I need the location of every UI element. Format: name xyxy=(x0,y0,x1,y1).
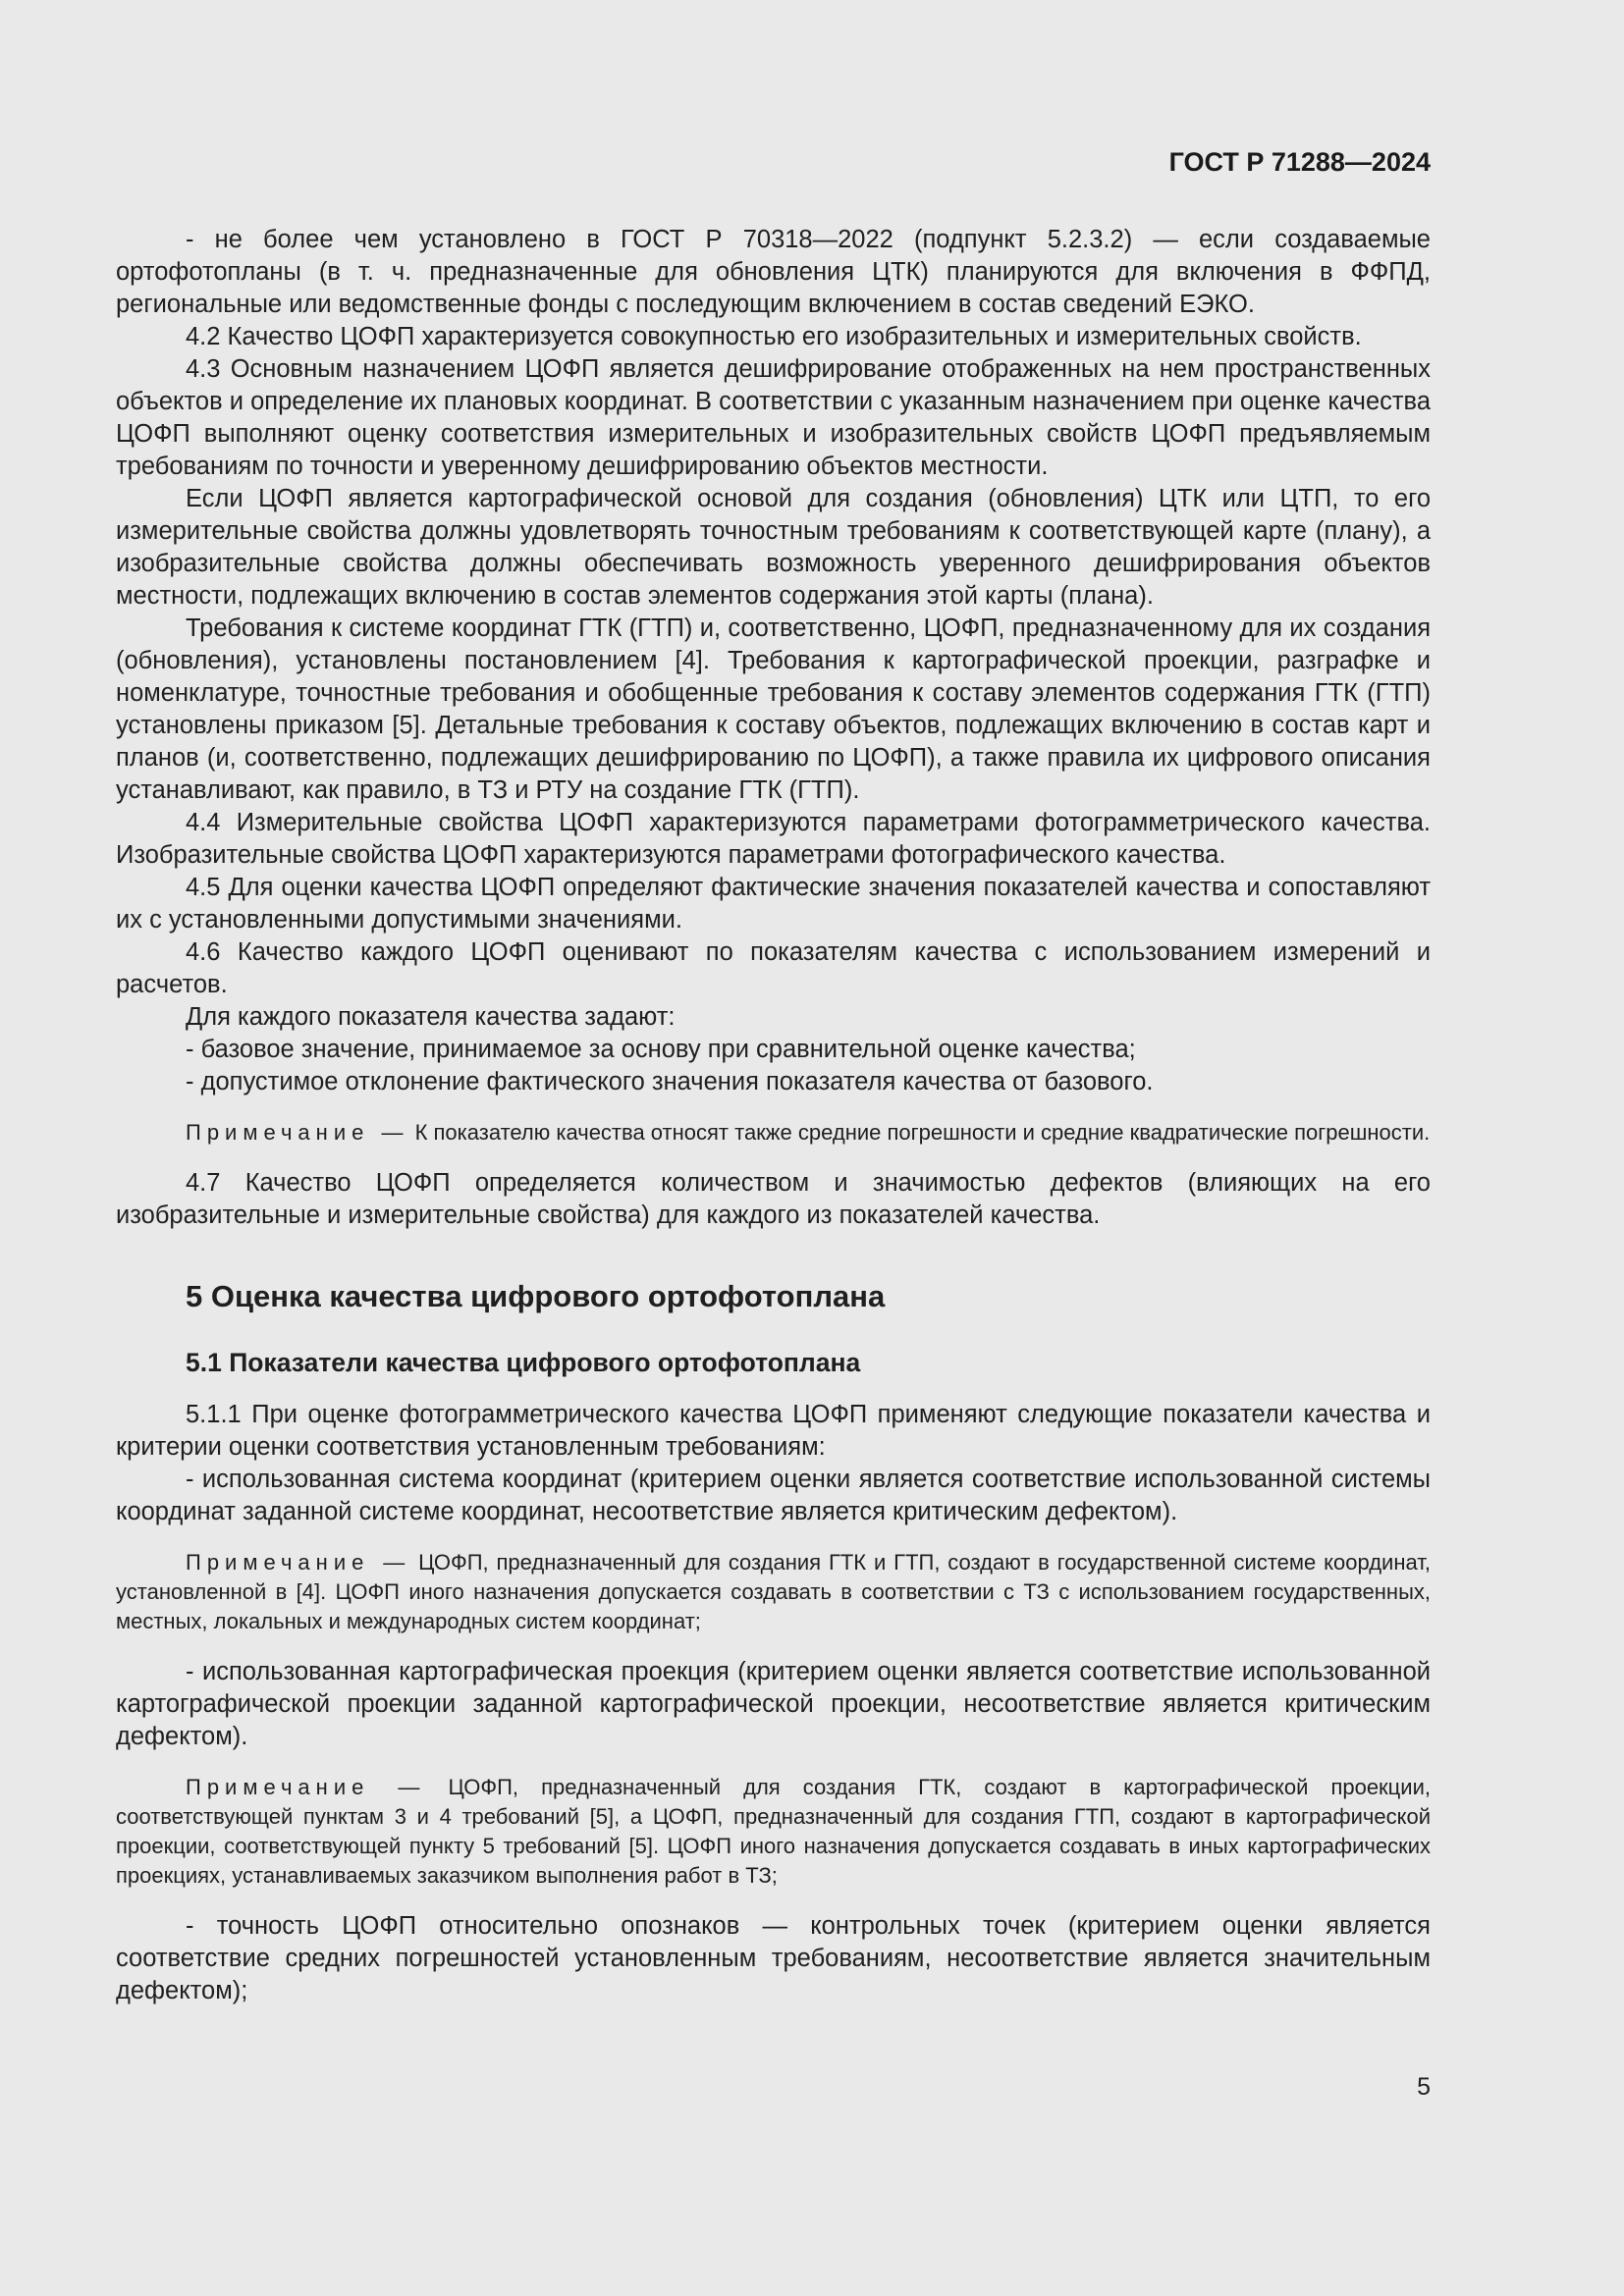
note-text: К показателю качества относят также средние погрешности и средние квадратические погрешности. xyxy=(414,1120,1431,1145)
list-item-base-value: - базовое значение, принимаемое за основу при сравнительной оценке качества; xyxy=(186,1036,1136,1063)
list-item-deviation: - допустимое отклонение фактического значения показателя качества от базового. xyxy=(186,1068,1154,1095)
note-label: Примечание — xyxy=(186,1775,426,1799)
paragraph-4-7: 4.7 Качество ЦОФП определяется количеством и значимостью дефектов (влияющих на его изобразительные и измерительные свойства) для каждого из показателей качества. xyxy=(116,1169,1431,1229)
paragraph-5-1-1: 5.1.1 При оценке фотограмметрического качества ЦОФП применяют следующие показатели качества и критерии оценки соответствия установленным требованиям: xyxy=(116,1401,1431,1461)
section-heading-5: 5 Оценка качества цифрового ортофотоплана xyxy=(186,1279,886,1313)
list-item-projection: - использованная картографическая проекция (критерием оценки является соответствие использованной картографической проекции заданной картографической проекции, несоответствие является критическим дефектом). xyxy=(116,1658,1431,1750)
note-label: Примечание — xyxy=(186,1550,411,1575)
paragraph-indicators-intro: Для каждого показателя качества задают: xyxy=(186,1003,676,1031)
note-text: ЦОФП, предназначенный для создания ГТК, создают в картографической проекции, соответствующей пунктам 3 и 4 требований [5], а ЦОФП, предназначенный для создания ГТП, создают в картографической проекции, соответствующей пункту 5 требований [5]. ЦОФП иного назначения допускается создавать в иных картографических проекциях, устанавливаемых заказчиком выполнения работ в ТЗ; xyxy=(116,1775,1431,1888)
document-page xyxy=(116,0,1431,2296)
note-3 xyxy=(116,1773,1431,1891)
note-2 xyxy=(116,1548,1431,1636)
page-number: 5 xyxy=(1417,2073,1431,2101)
paragraph-requirements: Требования к системе координат ГТК (ГТП) и, соответственно, ЦОФП, предназначенному для их создания (обновления), установлены постановлением [4]. Требования к картографической проекции, разграфке и номенклатуре, точностные требования и обобщенные требования к составу элементов содержания ГТК (ГТП) установлены приказом [5]. Детальные требования к составу объектов, подлежащих включению в состав карт и планов (и, соответственно, подлежащих дешифрированию по ЦОФП), а также правила их цифрового описания устанавливают, как правило, в ТЗ и РТУ на создание ГТК (ГТП). xyxy=(116,614,1431,804)
paragraph-4-2: 4.2 Качество ЦОФП характеризуется совокупностью его изобразительных и измерительных свойств. xyxy=(186,323,1362,350)
list-item-accuracy: - точность ЦОФП относительно опознаков — контрольных точек (критерием оценки является соответствие средних погрешностей установленным требованиям, несоответствие является значительным дефектом); xyxy=(116,1912,1431,2004)
paragraph-list-item: - не более чем установлено в ГОСТ Р 70318—2022 (подпункт 5.2.3.2) — если создаваемые ортофотопланы (в т. ч. предназначенные для обновления ЦТК) планируются для включения в ФФПД, региональные или ведомственные фонды с последующим включением в состав сведений ЕЭКО. xyxy=(116,226,1431,318)
section-heading-5-1: 5.1 Показатели качества цифрового ортофотоплана xyxy=(186,1348,861,1377)
paragraph-4-4: 4.4 Измерительные свойства ЦОФП характеризуются параметрами фотограмметрического качества. Изобразительные свойства ЦОФП характеризуются параметрами фотографического качества. xyxy=(116,809,1431,869)
document-body xyxy=(116,224,1431,2007)
note-label: Примечание — xyxy=(186,1120,409,1145)
document-id: ГОСТ Р 71288—2024 xyxy=(1168,147,1431,177)
note-1 xyxy=(116,1118,1431,1148)
paragraph-4-6: 4.6 Качество каждого ЦОФП оценивают по показателям качества с использованием измерений и расчетов. xyxy=(116,938,1431,998)
list-item-coordinate-system: - использованная система координат (критерием оценки является соответствие использованной системы координат заданной системе координат, несоответствие является критическим дефектом). xyxy=(116,1466,1431,1525)
paragraph-4-3-cont: Если ЦОФП является картографической основой для создания (обновления) ЦТК или ЦТП, то его измерительные свойства должны удовлетворять точностным требованиям к соответствующей карте (плану), а изобразительные свойства должны обеспечивать возможность уверенного дешифрирования объектов местности, подлежащих включению в состав элементов содержания этой карты (плана). xyxy=(116,485,1431,610)
note-text: ЦОФП, предназначенный для создания ГТК и ГТП, создают в государственной системе координат, установленной в [4]. ЦОФП иного назначения допускается создавать в соответствии с ТЗ с использованием государственных, местных, локальных и международных систем координат; xyxy=(116,1550,1431,1633)
paragraph-4-3: 4.3 Основным назначением ЦОФП является дешифрирование отображенных на нем пространственных объектов и определение их плановых координат. В соответствии с указанным назначением при оценке качества ЦОФП выполняют оценку соответствия измерительных и изобразительных свойств ЦОФП предъявляемым требованиям по точности и уверенному дешифрированию объектов местности. xyxy=(116,355,1431,480)
paragraph-4-5: 4.5 Для оценки качества ЦОФП определяют фактические значения показателей качества и сопоставляют их с установленными допустимыми значениями. xyxy=(116,874,1431,934)
